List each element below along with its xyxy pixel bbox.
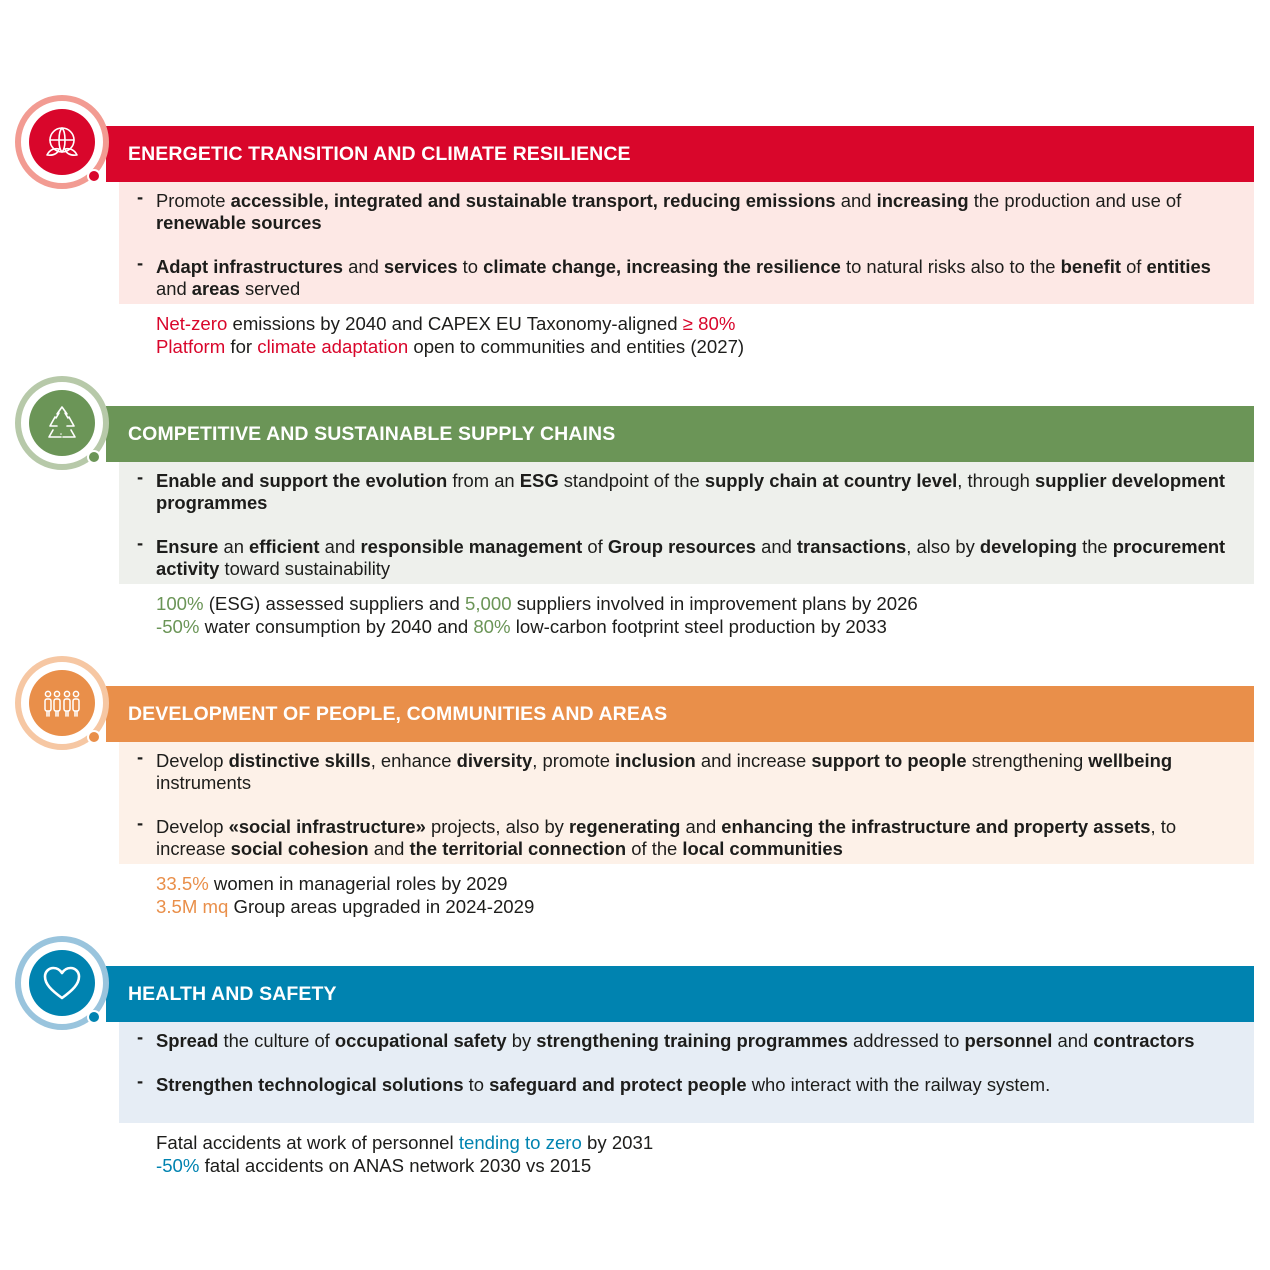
- bold-text: climate change, increasing the resilience: [483, 256, 841, 277]
- text-segment: the production and use of: [968, 190, 1182, 211]
- bold-text: support to people: [811, 750, 967, 771]
- text-segment: to: [457, 256, 484, 277]
- bullet-text: [156, 1074, 1050, 1095]
- target-line: [156, 896, 534, 919]
- section-icon-badge: [15, 656, 109, 750]
- bold-text: benefit: [1060, 256, 1121, 277]
- section-title: ENERGETIC TRANSITION AND CLIMATE RESILIENCE: [128, 142, 631, 165]
- highlight-text: 3.5M mq: [156, 895, 229, 917]
- bold-text: accessible, integrated and sustainable transport, reducing emissions: [230, 190, 836, 211]
- bold-text: services: [383, 256, 458, 277]
- bold-text: local communities: [682, 838, 843, 859]
- text-segment: water consumption by 2040 and: [199, 615, 474, 637]
- text-segment: the culture of: [218, 1030, 335, 1051]
- targets-block: [156, 873, 534, 918]
- highlight-text: Platform: [156, 335, 226, 357]
- text-segment: for: [225, 335, 258, 357]
- text-segment: Group areas upgraded in 2024-2029: [228, 895, 535, 917]
- bold-text: «social infrastructure»: [228, 816, 426, 837]
- bold-text: developing: [979, 536, 1077, 557]
- text-segment: and: [319, 536, 361, 557]
- text-segment: , promote: [532, 750, 616, 771]
- bold-text: wellbeing: [1088, 750, 1173, 771]
- bullet-item: - Strengthen technological solutions to safeguard and protect people who interact with the railway system.: [137, 1070, 1051, 1095]
- bullet-text: [156, 190, 1181, 233]
- target-line: [156, 873, 534, 896]
- section-title-bar: [106, 686, 1254, 742]
- bold-text: responsible management: [360, 536, 583, 557]
- bullet-text: [156, 816, 1176, 859]
- bullet-text: [156, 750, 1172, 793]
- text-segment: fatal accidents on ANAS network 2030 vs 2015: [199, 1154, 592, 1176]
- text-segment: Promote: [156, 190, 231, 211]
- bold-text: strengthening training programmes: [536, 1030, 848, 1051]
- target-line: [156, 313, 744, 336]
- bold-text: ESG: [519, 470, 559, 491]
- highlight-text: 100%: [156, 593, 204, 614]
- targets-block: [156, 593, 918, 638]
- text-segment: standpoint of the: [558, 470, 705, 491]
- bold-text: distinctive skills: [228, 750, 371, 771]
- text-segment: (ESG) assessed suppliers and: [203, 593, 466, 614]
- text-segment: who interact with the railway system.: [746, 1074, 1051, 1095]
- bold-text: increasing: [876, 190, 969, 211]
- text-segment: of: [1120, 256, 1147, 277]
- bold-text: renewable sources: [156, 212, 322, 233]
- text-segment: and: [1052, 1030, 1094, 1051]
- bold-text: the territorial connection: [409, 838, 627, 859]
- bold-text: transactions: [796, 536, 907, 557]
- target-line: [156, 1132, 653, 1155]
- text-segment: to natural risks also to the: [840, 256, 1061, 277]
- highlight-text: 5,000: [465, 593, 512, 614]
- bold-text: entities: [1146, 256, 1211, 277]
- bullet-text: [156, 1030, 1194, 1051]
- section-icon-badge: [15, 936, 109, 1030]
- bullet-text: [156, 536, 1225, 579]
- bold-text: safeguard and protect people: [489, 1074, 747, 1095]
- highlight-text: -50%: [156, 615, 200, 637]
- bold-text: Ensure: [156, 536, 219, 557]
- section-body: [119, 1022, 1254, 1123]
- bullet-item: - Promote accessible, integrated and sustainable transport, reducing emissions and increasing the production and use of renewable sources: [137, 186, 1182, 233]
- text-segment: and: [756, 536, 797, 557]
- text-segment: open to communities and entities (2027): [408, 335, 745, 357]
- bold-text: Group resources: [607, 536, 757, 557]
- section-title-bar: [106, 966, 1254, 1022]
- highlight-text: 33.5%: [156, 873, 209, 894]
- text-segment: by: [506, 1030, 537, 1051]
- text-segment: from an: [447, 470, 520, 491]
- section-body: [119, 462, 1254, 584]
- text-segment: of: [582, 536, 608, 557]
- text-segment: instruments: [156, 772, 252, 793]
- heart-icon: [39, 960, 85, 1006]
- section-body: [119, 182, 1254, 304]
- highlight-text: Net-zero: [156, 313, 228, 334]
- text-segment: emissions by 2040 and CAPEX EU Taxonomy-aligned: [227, 313, 683, 334]
- target-line: [156, 1155, 653, 1178]
- highlight-text: tending to zero: [458, 1132, 582, 1153]
- text-segment: and: [343, 256, 384, 277]
- bold-text: diversity: [456, 750, 533, 771]
- bold-text: efficient: [249, 536, 320, 557]
- bold-text: regenerating: [568, 816, 681, 837]
- targets-block: [156, 1132, 653, 1177]
- bold-text: Strengthen technological solutions: [156, 1074, 464, 1095]
- section-icon-badge: [15, 376, 109, 470]
- bold-text: contractors: [1093, 1030, 1195, 1051]
- bullet-item: - Adapt infrastructures and services to climate change, increasing the resilience to natural risks also to the benefit of entities and areas served: [137, 252, 1211, 299]
- bold-text: personnel: [964, 1030, 1053, 1051]
- bullet-text: [156, 256, 1211, 299]
- text-segment: and: [835, 190, 877, 211]
- text-segment: and: [156, 278, 192, 299]
- text-segment: an: [218, 536, 250, 557]
- text-segment: , through: [957, 470, 1035, 491]
- text-segment: toward sustainability: [219, 558, 391, 579]
- bold-text: occupational safety: [334, 1030, 507, 1051]
- highlight-text: ≥ 80%: [682, 313, 736, 334]
- text-segment: projects, also by: [425, 816, 569, 837]
- bold-text: enhancing the infrastructure and property assets: [721, 816, 1151, 837]
- bullet-item: - Spread the culture of occupational safety by strengthening training programmes addressed to personnel and contractors: [137, 1026, 1195, 1051]
- text-segment: and: [368, 838, 410, 859]
- section-title: DEVELOPMENT OF PEOPLE, COMMUNITIES AND AREAS: [128, 702, 668, 725]
- target-line: [156, 593, 918, 616]
- text-segment: the: [1076, 536, 1113, 557]
- bold-text: procurement activity: [156, 536, 1226, 579]
- bold-text: Adapt infrastructures: [156, 256, 344, 277]
- bold-text: Enable and support the evolution: [156, 470, 448, 491]
- bold-text: social cohesion: [230, 838, 369, 859]
- people-group-icon: [39, 680, 85, 726]
- section-title: HEALTH AND SAFETY: [128, 982, 337, 1005]
- recycle-icon: [39, 400, 85, 446]
- section-title-bar: [106, 406, 1254, 462]
- globe-leaf-icon: [39, 119, 85, 165]
- text-segment: to: [463, 1074, 490, 1095]
- section-title-bar: [106, 126, 1254, 182]
- bold-text: supplier development programmes: [156, 470, 1226, 513]
- bold-text: areas: [191, 278, 240, 299]
- text-segment: Develop: [156, 750, 229, 771]
- bullet-item: - Develop «social infrastructure» projects, also by regenerating and enhancing the infrastructure and property assets, to increase social cohesion and the territorial connection of the local communities: [137, 812, 1177, 859]
- text-segment: suppliers involved in improvement plans by 2026: [511, 593, 918, 614]
- section-title: COMPETITIVE AND SUSTAINABLE SUPPLY CHAINS: [128, 422, 616, 445]
- bullet-item: - Ensure an efficient and responsible management of Group resources and transactions, also by developing the procurement activity toward sustainability: [137, 532, 1226, 579]
- text-segment: and increase: [695, 750, 812, 771]
- bullet-item: - Enable and support the evolution from an ESG standpoint of the supply chain at country level, through supplier development programmes: [137, 466, 1226, 513]
- text-segment: of the: [626, 838, 683, 859]
- text-segment: Develop: [156, 816, 229, 837]
- targets-block: [156, 313, 744, 358]
- text-segment: women in managerial roles by 2029: [208, 873, 508, 894]
- text-segment: , enhance: [370, 750, 457, 771]
- target-line: [156, 616, 918, 639]
- section-icon-badge: [15, 95, 109, 189]
- text-segment: by 2031: [581, 1132, 654, 1153]
- bold-text: Spread: [156, 1030, 219, 1051]
- text-segment: low-carbon footprint steel production by 2033: [510, 615, 887, 637]
- bold-text: supply chain at country level: [704, 470, 958, 491]
- bold-text: inclusion: [615, 750, 696, 771]
- highlight-text: climate adaptation: [257, 335, 409, 357]
- text-segment: strengthening: [966, 750, 1089, 771]
- section-body: [119, 742, 1254, 864]
- highlight-text: 80%: [473, 615, 511, 637]
- text-segment: , also by: [906, 536, 980, 557]
- bullet-text: [156, 470, 1225, 513]
- text-segment: , to increase: [156, 816, 1177, 859]
- target-line: [156, 336, 744, 359]
- text-segment: and: [680, 816, 722, 837]
- text-segment: addressed to: [847, 1030, 965, 1051]
- text-segment: Fatal accidents at work of personnel: [156, 1132, 459, 1153]
- highlight-text: -50%: [156, 1154, 200, 1176]
- bullet-item: - Develop distinctive skills, enhance diversity, promote inclusion and increase support to people strengthening wellbeing instruments: [137, 746, 1173, 793]
- text-segment: served: [239, 278, 301, 299]
